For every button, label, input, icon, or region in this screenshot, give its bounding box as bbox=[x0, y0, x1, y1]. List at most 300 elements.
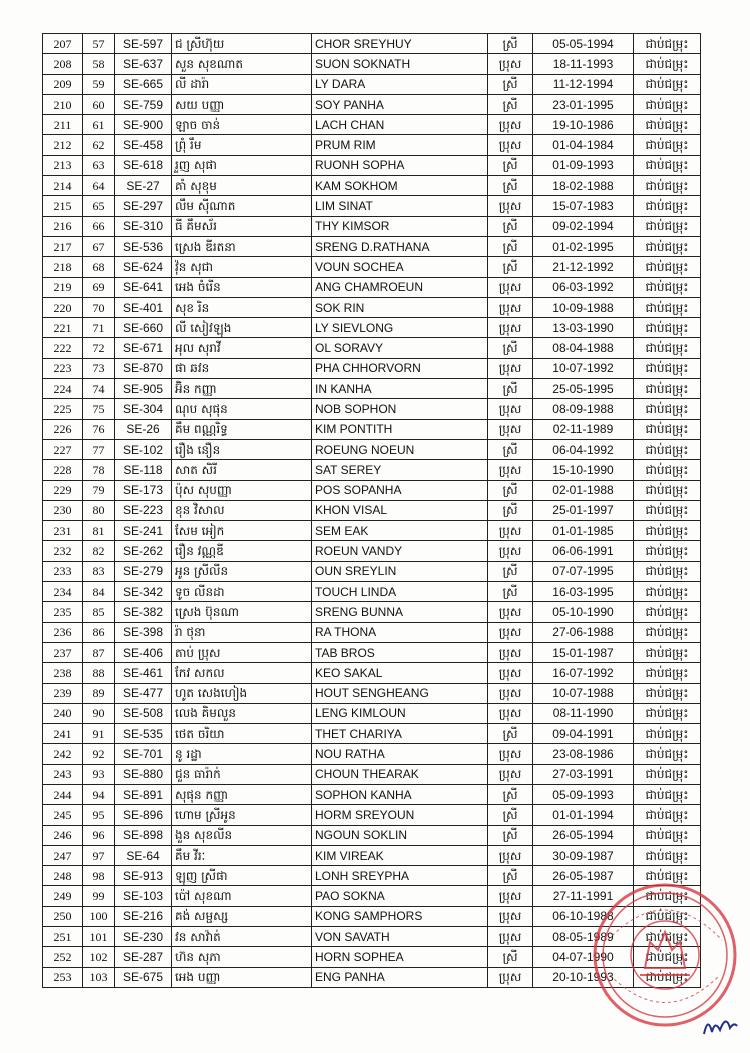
date-of-birth: 20-10-1993 bbox=[533, 967, 634, 987]
khmer-name: ជួន ធារ៉ាក់ bbox=[172, 764, 312, 784]
khmer-name: លឹម ស៊ីណាត bbox=[172, 196, 312, 216]
row-number: 251 bbox=[43, 927, 83, 947]
candidate-code: SE-241 bbox=[115, 521, 172, 541]
row-number: 220 bbox=[43, 297, 83, 317]
sub-number: 98 bbox=[83, 866, 115, 886]
sub-number: 91 bbox=[83, 724, 115, 744]
date-of-birth: 09-04-1991 bbox=[533, 724, 634, 744]
result-status: ជាប់ជម្រុះ bbox=[634, 744, 701, 764]
result-status: ជាប់ជម្រុះ bbox=[634, 257, 701, 277]
sub-number: 67 bbox=[83, 236, 115, 256]
sub-number: 99 bbox=[83, 886, 115, 906]
table-row bbox=[43, 744, 701, 764]
result-status: ជាប់ជម្រុះ bbox=[634, 622, 701, 642]
khmer-name: រឿង នឿន bbox=[172, 439, 312, 459]
date-of-birth: 26-05-1994 bbox=[533, 825, 634, 845]
result-status: ជាប់ជម្រុះ bbox=[634, 500, 701, 520]
gender: ស្រី bbox=[488, 216, 533, 236]
khmer-name: ធី គឹមស័រ bbox=[172, 216, 312, 236]
latin-name: KIM PONTITH bbox=[312, 419, 488, 439]
result-status: ជាប់ជម្រុះ bbox=[634, 886, 701, 906]
candidate-code: SE-118 bbox=[115, 460, 172, 480]
latin-name: VOUN SOCHEA bbox=[312, 257, 488, 277]
khmer-name: វន សាវ៉ាត់ bbox=[172, 927, 312, 947]
date-of-birth: 16-03-1995 bbox=[533, 582, 634, 602]
result-status: ជាប់ជម្រុះ bbox=[634, 399, 701, 419]
date-of-birth: 02-01-1988 bbox=[533, 480, 634, 500]
candidate-code: SE-26 bbox=[115, 419, 172, 439]
row-number: 207 bbox=[43, 34, 83, 54]
candidate-code: SE-173 bbox=[115, 480, 172, 500]
row-number: 232 bbox=[43, 541, 83, 561]
result-status: ជាប់ជម្រុះ bbox=[634, 663, 701, 683]
latin-name: CHOR SREYHUY bbox=[312, 34, 488, 54]
candidate-code: SE-675 bbox=[115, 967, 172, 987]
sub-number: 80 bbox=[83, 500, 115, 520]
row-number: 212 bbox=[43, 135, 83, 155]
sub-number: 60 bbox=[83, 94, 115, 114]
khmer-name: ស្រេង ប៊ុនណា bbox=[172, 602, 312, 622]
table-row bbox=[43, 379, 701, 399]
gender: ស្រី bbox=[488, 439, 533, 459]
date-of-birth: 08-09-1988 bbox=[533, 399, 634, 419]
result-status: ជាប់ជម្រុះ bbox=[634, 155, 701, 175]
khmer-name: កែវ សកល bbox=[172, 663, 312, 683]
row-number: 209 bbox=[43, 74, 83, 94]
date-of-birth: 10-07-1992 bbox=[533, 358, 634, 378]
date-of-birth: 18-11-1993 bbox=[533, 54, 634, 74]
candidate-code: SE-223 bbox=[115, 500, 172, 520]
result-status: ជាប់ជម្រុះ bbox=[634, 845, 701, 865]
khmer-name: វ៉ុន សុជា bbox=[172, 257, 312, 277]
sub-number: 87 bbox=[83, 642, 115, 662]
latin-name: RUONH SOPHA bbox=[312, 155, 488, 175]
khmer-name: ណុប សុផុន bbox=[172, 399, 312, 419]
row-number: 222 bbox=[43, 338, 83, 358]
table-row bbox=[43, 54, 701, 74]
table-row bbox=[43, 663, 701, 683]
table-row bbox=[43, 460, 701, 480]
sub-number: 78 bbox=[83, 460, 115, 480]
row-number: 229 bbox=[43, 480, 83, 500]
table-row bbox=[43, 155, 701, 175]
khmer-name: អេង ចំរើន bbox=[172, 277, 312, 297]
khmer-name: ឡាច ចាន់ bbox=[172, 115, 312, 135]
date-of-birth: 19-10-1986 bbox=[533, 115, 634, 135]
gender: ប្រុស bbox=[488, 744, 533, 764]
table-row bbox=[43, 642, 701, 662]
candidate-table bbox=[42, 33, 701, 988]
table-row bbox=[43, 216, 701, 236]
date-of-birth: 10-09-1988 bbox=[533, 297, 634, 317]
table-row bbox=[43, 622, 701, 642]
date-of-birth: 25-05-1995 bbox=[533, 379, 634, 399]
candidate-code: SE-671 bbox=[115, 338, 172, 358]
row-number: 225 bbox=[43, 399, 83, 419]
latin-name: HORM SREYOUN bbox=[312, 805, 488, 825]
date-of-birth: 01-01-1994 bbox=[533, 805, 634, 825]
result-status: ជាប់ជម្រុះ bbox=[634, 784, 701, 804]
khmer-name: ឡុញ ស្រីផា bbox=[172, 866, 312, 886]
latin-name: KEO SAKAL bbox=[312, 663, 488, 683]
gender: ប្រុស bbox=[488, 703, 533, 723]
date-of-birth: 05-09-1993 bbox=[533, 784, 634, 804]
khmer-name: អូន ស្រីលីន bbox=[172, 561, 312, 581]
table-row bbox=[43, 683, 701, 703]
date-of-birth: 18-02-1988 bbox=[533, 176, 634, 196]
khmer-name: ងួន សុខលីន bbox=[172, 825, 312, 845]
date-of-birth: 07-07-1995 bbox=[533, 561, 634, 581]
date-of-birth: 08-04-1988 bbox=[533, 338, 634, 358]
table-row bbox=[43, 521, 701, 541]
table-row bbox=[43, 582, 701, 602]
candidate-code: SE-103 bbox=[115, 886, 172, 906]
candidate-code: SE-759 bbox=[115, 94, 172, 114]
date-of-birth: 05-05-1994 bbox=[533, 34, 634, 54]
result-status: ជាប់ជម្រុះ bbox=[634, 358, 701, 378]
gender: ប្រុស bbox=[488, 622, 533, 642]
table-row bbox=[43, 906, 701, 926]
khmer-name: ហូត សេងហៀង bbox=[172, 683, 312, 703]
latin-name: KHON VISAL bbox=[312, 500, 488, 520]
khmer-name: ប៉ុស សុបញ្ញា bbox=[172, 480, 312, 500]
gender: ប្រុស bbox=[488, 663, 533, 683]
result-status: ជាប់ជម្រុះ bbox=[634, 683, 701, 703]
date-of-birth: 25-01-1997 bbox=[533, 500, 634, 520]
latin-name: SOY PANHA bbox=[312, 94, 488, 114]
latin-name: TOUCH LINDA bbox=[312, 582, 488, 602]
date-of-birth: 27-06-1988 bbox=[533, 622, 634, 642]
row-number: 211 bbox=[43, 115, 83, 135]
date-of-birth: 23-01-1995 bbox=[533, 94, 634, 114]
candidate-code: SE-262 bbox=[115, 541, 172, 561]
row-number: 218 bbox=[43, 257, 83, 277]
latin-name: ENG PANHA bbox=[312, 967, 488, 987]
candidate-code: SE-401 bbox=[115, 297, 172, 317]
sub-number: 57 bbox=[83, 34, 115, 54]
table-row bbox=[43, 866, 701, 886]
sub-number: 92 bbox=[83, 744, 115, 764]
result-status: ជាប់ជម្រុះ bbox=[634, 297, 701, 317]
table-row bbox=[43, 703, 701, 723]
sub-number: 89 bbox=[83, 683, 115, 703]
candidate-code: SE-477 bbox=[115, 683, 172, 703]
latin-name: SAT SEREY bbox=[312, 460, 488, 480]
row-number: 237 bbox=[43, 642, 83, 662]
row-number: 224 bbox=[43, 379, 83, 399]
gender: ស្រី bbox=[488, 236, 533, 256]
result-status: ជាប់ជម្រុះ bbox=[634, 805, 701, 825]
result-status: ជាប់ជម្រុះ bbox=[634, 176, 701, 196]
row-number: 247 bbox=[43, 845, 83, 865]
candidate-code: SE-896 bbox=[115, 805, 172, 825]
result-status: ជាប់ជម្រុះ bbox=[634, 521, 701, 541]
candidate-code: SE-660 bbox=[115, 318, 172, 338]
result-status: ជាប់ជម្រុះ bbox=[634, 602, 701, 622]
result-status: ជាប់ជម្រុះ bbox=[634, 480, 701, 500]
table-row bbox=[43, 115, 701, 135]
row-number: 239 bbox=[43, 683, 83, 703]
candidate-code: SE-461 bbox=[115, 663, 172, 683]
latin-name: NOB SOPHON bbox=[312, 399, 488, 419]
candidate-code: SE-637 bbox=[115, 54, 172, 74]
gender: ស្រី bbox=[488, 338, 533, 358]
khmer-name: ព្រុំ រឹម bbox=[172, 135, 312, 155]
sub-number: 77 bbox=[83, 439, 115, 459]
gender: ប្រុស bbox=[488, 886, 533, 906]
result-status: ជាប់ជម្រុះ bbox=[634, 642, 701, 662]
gender: ប្រុស bbox=[488, 642, 533, 662]
result-status: ជាប់ជម្រុះ bbox=[634, 825, 701, 845]
result-status: ជាប់ជម្រុះ bbox=[634, 967, 701, 987]
latin-name: KONG SAMPHORS bbox=[312, 906, 488, 926]
gender: ប្រុស bbox=[488, 54, 533, 74]
gender: ស្រី bbox=[488, 561, 533, 581]
row-number: 244 bbox=[43, 784, 83, 804]
result-status: ជាប់ជម្រុះ bbox=[634, 379, 701, 399]
sub-number: 76 bbox=[83, 419, 115, 439]
sub-number: 94 bbox=[83, 784, 115, 804]
result-status: ជាប់ជម្រុះ bbox=[634, 906, 701, 926]
gender: ស្រី bbox=[488, 784, 533, 804]
candidate-code: SE-279 bbox=[115, 561, 172, 581]
khmer-name: ហ៊ន សុភា bbox=[172, 947, 312, 967]
khmer-name: លី ដារ៉ា bbox=[172, 74, 312, 94]
row-number: 249 bbox=[43, 886, 83, 906]
latin-name: SRENG D.RATHANA bbox=[312, 236, 488, 256]
khmer-name: រឿន វណ្ណឌី bbox=[172, 541, 312, 561]
khmer-name: លេង គិមលួន bbox=[172, 703, 312, 723]
latin-name: PAO SOKNA bbox=[312, 886, 488, 906]
sub-number: 69 bbox=[83, 277, 115, 297]
candidate-code: SE-406 bbox=[115, 642, 172, 662]
result-status: ជាប់ជម្រុះ bbox=[634, 236, 701, 256]
row-number: 230 bbox=[43, 500, 83, 520]
sub-number: 73 bbox=[83, 358, 115, 378]
row-number: 236 bbox=[43, 622, 83, 642]
gender: ប្រុស bbox=[488, 277, 533, 297]
date-of-birth: 23-08-1986 bbox=[533, 744, 634, 764]
latin-name: OL SORAVY bbox=[312, 338, 488, 358]
row-number: 210 bbox=[43, 94, 83, 114]
date-of-birth: 01-01-1985 bbox=[533, 521, 634, 541]
result-status: ជាប់ជម្រុះ bbox=[634, 439, 701, 459]
row-number: 215 bbox=[43, 196, 83, 216]
sub-number: 70 bbox=[83, 297, 115, 317]
date-of-birth: 11-12-1994 bbox=[533, 74, 634, 94]
result-status: ជាប់ជម្រុះ bbox=[634, 196, 701, 216]
latin-name: ROEUN VANDY bbox=[312, 541, 488, 561]
khmer-name: សួន សុខណាត bbox=[172, 54, 312, 74]
date-of-birth: 06-06-1991 bbox=[533, 541, 634, 561]
gender: ប្រុស bbox=[488, 845, 533, 865]
latin-name: PRUM RIM bbox=[312, 135, 488, 155]
row-number: 245 bbox=[43, 805, 83, 825]
row-number: 240 bbox=[43, 703, 83, 723]
khmer-name: ទូច លីនដា bbox=[172, 582, 312, 602]
sub-number: 79 bbox=[83, 480, 115, 500]
gender: ស្រី bbox=[488, 582, 533, 602]
result-status: ជាប់ជម្រុះ bbox=[634, 135, 701, 155]
result-status: ជាប់ជម្រុះ bbox=[634, 115, 701, 135]
sub-number: 101 bbox=[83, 927, 115, 947]
table-row bbox=[43, 176, 701, 196]
table-row bbox=[43, 805, 701, 825]
gender: ប្រុស bbox=[488, 521, 533, 541]
row-number: 233 bbox=[43, 561, 83, 581]
row-number: 221 bbox=[43, 318, 83, 338]
gender: ប្រុស bbox=[488, 115, 533, 135]
sub-number: 65 bbox=[83, 196, 115, 216]
result-status: ជាប់ជម្រុះ bbox=[634, 541, 701, 561]
table-body bbox=[43, 34, 701, 988]
gender: ស្រី bbox=[488, 805, 533, 825]
latin-name: SUON SOKNATH bbox=[312, 54, 488, 74]
sub-number: 72 bbox=[83, 338, 115, 358]
khmer-name: អុល សុរាវី bbox=[172, 338, 312, 358]
khmer-name: សយ បញ្ញា bbox=[172, 94, 312, 114]
gender: ស្រី bbox=[488, 480, 533, 500]
gender: ប្រុស bbox=[488, 399, 533, 419]
date-of-birth: 01-04-1984 bbox=[533, 135, 634, 155]
date-of-birth: 04-07-1990 bbox=[533, 947, 634, 967]
result-status: ជាប់ជម្រុះ bbox=[634, 34, 701, 54]
khmer-name: ផា ឆវន bbox=[172, 358, 312, 378]
date-of-birth: 16-07-1992 bbox=[533, 663, 634, 683]
date-of-birth: 01-09-1993 bbox=[533, 155, 634, 175]
table-row bbox=[43, 541, 701, 561]
khmer-name: ហោម ស្រីអូន bbox=[172, 805, 312, 825]
gender: ប្រុស bbox=[488, 967, 533, 987]
result-status: ជាប់ជម្រុះ bbox=[634, 74, 701, 94]
khmer-name: សែម អៀក bbox=[172, 521, 312, 541]
row-number: 253 bbox=[43, 967, 83, 987]
row-number: 248 bbox=[43, 866, 83, 886]
date-of-birth: 02-11-1989 bbox=[533, 419, 634, 439]
table-row bbox=[43, 784, 701, 804]
candidate-code: SE-913 bbox=[115, 866, 172, 886]
row-number: 223 bbox=[43, 358, 83, 378]
latin-name: TAB BROS bbox=[312, 642, 488, 662]
sub-number: 62 bbox=[83, 135, 115, 155]
gender: ប្រុស bbox=[488, 419, 533, 439]
table-row bbox=[43, 236, 701, 256]
row-number: 250 bbox=[43, 906, 83, 926]
candidate-code: SE-641 bbox=[115, 277, 172, 297]
table-row bbox=[43, 399, 701, 419]
candidate-code: SE-458 bbox=[115, 135, 172, 155]
sub-number: 61 bbox=[83, 115, 115, 135]
candidate-code: SE-624 bbox=[115, 257, 172, 277]
candidate-code: SE-27 bbox=[115, 176, 172, 196]
result-status: ជាប់ជម្រុះ bbox=[634, 764, 701, 784]
gender: ប្រុស bbox=[488, 460, 533, 480]
gender: ប្រុស bbox=[488, 927, 533, 947]
sub-number: 88 bbox=[83, 663, 115, 683]
table-row bbox=[43, 967, 701, 987]
row-number: 226 bbox=[43, 419, 83, 439]
sub-number: 102 bbox=[83, 947, 115, 967]
result-status: ជាប់ជម្រុះ bbox=[634, 582, 701, 602]
candidate-code: SE-597 bbox=[115, 34, 172, 54]
candidate-code: SE-898 bbox=[115, 825, 172, 845]
date-of-birth: 26-05-1987 bbox=[533, 866, 634, 886]
khmer-name: រួញ សុផា bbox=[172, 155, 312, 175]
result-status: ជាប់ជម្រុះ bbox=[634, 724, 701, 744]
khmer-name: ជ ស្រីហ៊ុយ bbox=[172, 34, 312, 54]
row-number: 216 bbox=[43, 216, 83, 236]
candidate-code: SE-297 bbox=[115, 196, 172, 216]
date-of-birth: 06-03-1992 bbox=[533, 277, 634, 297]
khmer-name: លី សៀវឡុង bbox=[172, 318, 312, 338]
table-row bbox=[43, 886, 701, 906]
candidate-code: SE-701 bbox=[115, 744, 172, 764]
row-number: 235 bbox=[43, 602, 83, 622]
row-number: 208 bbox=[43, 54, 83, 74]
latin-name: LACH CHAN bbox=[312, 115, 488, 135]
table-row bbox=[43, 34, 701, 54]
result-status: ជាប់ជម្រុះ bbox=[634, 947, 701, 967]
gender: ស្រី bbox=[488, 94, 533, 114]
candidate-code: SE-891 bbox=[115, 784, 172, 804]
table-row bbox=[43, 257, 701, 277]
sub-number: 103 bbox=[83, 967, 115, 987]
latin-name: LENG KIMLOUN bbox=[312, 703, 488, 723]
result-status: ជាប់ជម្រុះ bbox=[634, 703, 701, 723]
khmer-name: នូ រដ្ឋា bbox=[172, 744, 312, 764]
khmer-name: អ៊ិន កញ្ញា bbox=[172, 379, 312, 399]
sub-number: 66 bbox=[83, 216, 115, 236]
date-of-birth: 06-10-1988 bbox=[533, 906, 634, 926]
gender: ប្រុស bbox=[488, 602, 533, 622]
candidate-code: SE-310 bbox=[115, 216, 172, 236]
khmer-name: គឹម វីរៈ bbox=[172, 845, 312, 865]
gender: ស្រី bbox=[488, 257, 533, 277]
latin-name: VON SAVATH bbox=[312, 927, 488, 947]
candidate-code: SE-304 bbox=[115, 399, 172, 419]
latin-name: RA THONA bbox=[312, 622, 488, 642]
result-status: ជាប់ជម្រុះ bbox=[634, 318, 701, 338]
result-status: ជាប់ជម្រុះ bbox=[634, 866, 701, 886]
result-status: ជាប់ជម្រុះ bbox=[634, 561, 701, 581]
latin-name: KIM VIREAK bbox=[312, 845, 488, 865]
candidate-code: SE-398 bbox=[115, 622, 172, 642]
sub-number: 83 bbox=[83, 561, 115, 581]
row-number: 241 bbox=[43, 724, 83, 744]
sub-number: 63 bbox=[83, 155, 115, 175]
sub-number: 64 bbox=[83, 176, 115, 196]
latin-name: OUN SREYLIN bbox=[312, 561, 488, 581]
table-row bbox=[43, 297, 701, 317]
latin-name: LONH SREYPHA bbox=[312, 866, 488, 886]
result-status: ជាប់ជម្រុះ bbox=[634, 54, 701, 74]
table-row bbox=[43, 419, 701, 439]
candidate-code: SE-665 bbox=[115, 74, 172, 94]
date-of-birth: 08-05-1989 bbox=[533, 927, 634, 947]
sub-number: 95 bbox=[83, 805, 115, 825]
sub-number: 86 bbox=[83, 622, 115, 642]
result-status: ជាប់ជម្រុះ bbox=[634, 277, 701, 297]
khmer-name: សុខ រិន bbox=[172, 297, 312, 317]
result-status: ជាប់ជម្រុះ bbox=[634, 94, 701, 114]
row-number: 252 bbox=[43, 947, 83, 967]
table-row bbox=[43, 947, 701, 967]
table-row bbox=[43, 94, 701, 114]
row-number: 242 bbox=[43, 744, 83, 764]
result-status: ជាប់ជម្រុះ bbox=[634, 216, 701, 236]
gender: ប្រុស bbox=[488, 196, 533, 216]
table-row bbox=[43, 845, 701, 865]
